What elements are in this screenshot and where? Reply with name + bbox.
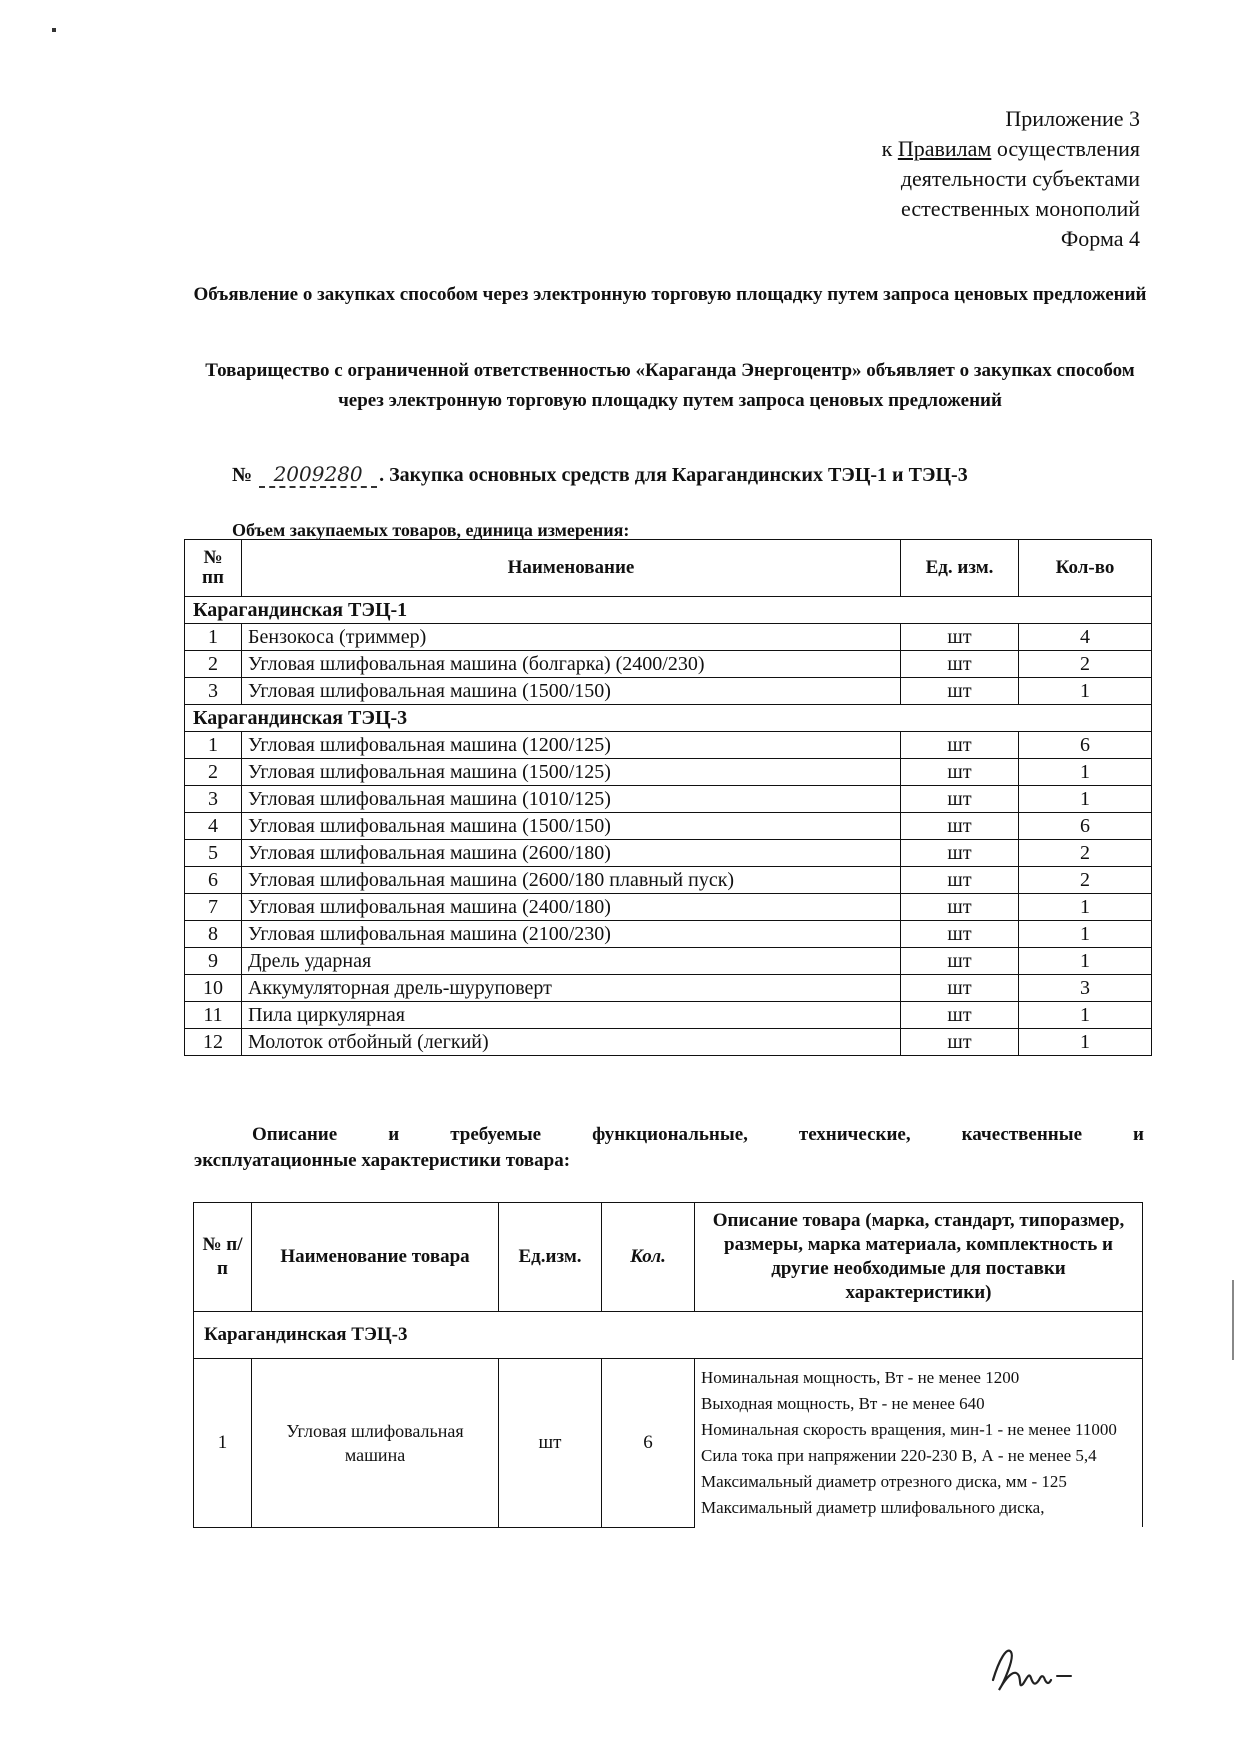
spec-line: Сила тока при напряжении 220-230 В, А - не менее 5,4: [701, 1446, 1097, 1465]
row-unit: шт: [901, 786, 1019, 813]
spec-line: Максимальный диаметр отрезного диска, мм - 125: [701, 1472, 1067, 1491]
row-qty: 1: [1019, 786, 1152, 813]
spec-line: Максимальный диаметр шлифовального диска,: [701, 1498, 1045, 1517]
caption-word: и: [388, 1124, 400, 1145]
scan-dot: [52, 28, 56, 32]
row-name: Угловая шлифовальная машина (2100/230): [242, 921, 901, 948]
caption-word: требуемые: [450, 1124, 542, 1145]
header-name: Наименование: [242, 540, 901, 597]
section-title: Карагандинская ТЭЦ-3: [185, 705, 1152, 732]
row-qty: 1: [1019, 1002, 1152, 1029]
row-qty: 2: [1019, 867, 1152, 894]
row-number: 8: [185, 921, 242, 948]
signature-mark: [985, 1640, 1075, 1700]
row-name: Дрель ударная: [242, 948, 901, 975]
spec-line: Номинальная мощность, Вт - не менее 1200: [701, 1368, 1020, 1387]
row-qty: 1: [1019, 948, 1152, 975]
rules-suffix: осуществления: [991, 136, 1140, 161]
table-row: [185, 813, 1152, 840]
row-number: 5: [185, 840, 242, 867]
appendix-line-2: деятельности субъектами: [900, 166, 1140, 191]
table-row: [185, 867, 1152, 894]
spec-item-row: [194, 1359, 1143, 1528]
row-qty: 1: [1019, 921, 1152, 948]
row-unit: шт: [901, 678, 1019, 705]
row-name: Угловая шлифовальная машина (2400/180): [242, 894, 901, 921]
row-number: 3: [185, 786, 242, 813]
row-unit: шт: [901, 732, 1019, 759]
row-name: Угловая шлифовальная машина (2600/180): [242, 840, 901, 867]
row-name: Угловая шлифовальная машина (2600/180 плавный пуск): [242, 867, 901, 894]
handwritten-lot-number: 2009280: [259, 462, 377, 488]
row-number: 3: [185, 678, 242, 705]
row-unit: шт: [901, 867, 1019, 894]
row-qty: 4: [1019, 624, 1152, 651]
row-name: Аккумуляторная дрель-шуруповерт: [242, 975, 901, 1002]
row-qty: 1: [1019, 1029, 1152, 1056]
appendix-line-1: Приложение 3: [1005, 106, 1140, 131]
spec-table: [193, 1202, 1143, 1528]
row-name: Угловая шлифовальная машина (1500/150): [242, 813, 901, 840]
table-row: [185, 624, 1152, 651]
row-unit: шт: [901, 1029, 1019, 1056]
spec-header-unit: Ед.изм.: [499, 1203, 602, 1312]
spec-item-qty: 6: [602, 1359, 695, 1528]
spec-header-name: Наименование товара: [252, 1203, 499, 1312]
row-name: Бензокоса (триммер): [242, 624, 901, 651]
spec-item-unit: шт: [499, 1359, 602, 1528]
row-number: 9: [185, 948, 242, 975]
spec-item-num: 1: [194, 1359, 252, 1528]
caption-word: и: [1133, 1124, 1144, 1145]
row-qty: 6: [1019, 813, 1152, 840]
table-row: [185, 651, 1152, 678]
row-name: Угловая шлифовальная машина (1500/150): [242, 678, 901, 705]
lot-heading: [232, 462, 968, 488]
caption-word: функциональные,: [592, 1124, 748, 1145]
row-qty: 2: [1019, 840, 1152, 867]
row-number: 10: [185, 975, 242, 1002]
row-name: Пила циркулярная: [242, 1002, 901, 1029]
row-qty: 6: [1019, 732, 1152, 759]
row-unit: шт: [901, 921, 1019, 948]
rules-prefix: к: [881, 136, 898, 161]
row-unit: шт: [901, 894, 1019, 921]
table-row: [185, 678, 1152, 705]
volume-table-body: [185, 597, 1152, 1056]
row-number: 1: [185, 624, 242, 651]
row-name: Молоток отбойный (легкий): [242, 1029, 901, 1056]
caption-word: технические,: [798, 1124, 911, 1145]
row-qty: 1: [1019, 678, 1152, 705]
spec-line: Выходная мощность, Вт - не менее 640: [701, 1394, 985, 1413]
row-name: Угловая шлифовальная машина (1200/125): [242, 732, 901, 759]
header-num: № пп: [185, 540, 242, 597]
appendix-header: [882, 104, 1140, 254]
spec-section-title: Карагандинская ТЭЦ-3: [194, 1312, 1143, 1359]
table-row: [185, 840, 1152, 867]
row-unit: шт: [901, 975, 1019, 1002]
table-row: [185, 975, 1152, 1002]
row-unit: шт: [901, 813, 1019, 840]
caption-word: Описание: [252, 1124, 338, 1145]
table-row: [185, 921, 1152, 948]
organizer-statement: Товарищество с ограниченной ответственностью «Караганда Энергоцентр» объявляет о закупках способом через электронную торговую площадку путем запроса ценовых предложений: [205, 360, 1135, 411]
row-unit: шт: [901, 840, 1019, 867]
row-name: Угловая шлифовальная машина (1010/125): [242, 786, 901, 813]
row-number: 11: [185, 1002, 242, 1029]
row-qty: 1: [1019, 759, 1152, 786]
spec-header-qty: Кол.: [602, 1203, 695, 1312]
section-title: Карагандинская ТЭЦ-1: [185, 597, 1152, 624]
spec-table-header: [194, 1203, 1143, 1312]
volume-table: [184, 539, 1152, 1056]
volume-caption: Объем закупаемых товаров, единица измерения:: [232, 520, 630, 540]
rules-link[interactable]: Правилам: [897, 136, 992, 161]
form-number: Форма 4: [1060, 226, 1140, 251]
header-unit: Ед. изм.: [901, 540, 1019, 597]
spec-line: Номинальная скорость вращения, мин-1 - не менее 11000: [701, 1420, 1117, 1439]
spec-item-characteristics: [695, 1359, 1143, 1528]
announcement-title: Объявление о закупках способом через электронную торговую площадку путем запроса ценовых предложений: [193, 284, 1147, 305]
volume-table-header: [185, 540, 1152, 597]
row-qty: 3: [1019, 975, 1152, 1002]
table-row: [185, 759, 1152, 786]
table-row: [185, 894, 1152, 921]
row-number: 6: [185, 867, 242, 894]
spec-section-row: [194, 1312, 1143, 1359]
description-caption-line-1: [194, 1122, 1144, 1148]
table-row: [185, 786, 1152, 813]
row-qty: 1: [1019, 894, 1152, 921]
spec-header-num: № п/п: [194, 1203, 252, 1312]
row-number: 12: [185, 1029, 242, 1056]
spec-header-description: Описание товара (марка, стандарт, типоразмер, размеры, марка материала, комплектность и другие необходимые для поставки характеристики): [695, 1203, 1143, 1312]
header-qty: Кол-во: [1019, 540, 1152, 597]
scan-edge-line: [1232, 1280, 1234, 1360]
description-caption-line-2: эксплуатационные характеристики товара:: [194, 1150, 571, 1171]
table-row: [185, 1002, 1152, 1029]
appendix-line-3: естественных монополий: [901, 196, 1140, 221]
description-caption: [194, 1122, 1144, 1174]
spec-item-name: Угловая шлифовальная машина: [252, 1359, 499, 1528]
row-unit: шт: [901, 948, 1019, 975]
row-number: 7: [185, 894, 242, 921]
lot-number-prefix: №: [232, 464, 253, 486]
row-number: 4: [185, 813, 242, 840]
row-unit: шт: [901, 624, 1019, 651]
caption-word: качественные: [961, 1124, 1083, 1145]
section-row: [185, 705, 1152, 732]
appendix-rules-line: [882, 134, 1140, 164]
row-unit: шт: [901, 1002, 1019, 1029]
table-row: [185, 948, 1152, 975]
row-number: 2: [185, 759, 242, 786]
section-row: [185, 597, 1152, 624]
row-qty: 2: [1019, 651, 1152, 678]
lot-title: . Закупка основных средств для Карагандинских ТЭЦ-1 и ТЭЦ-3: [379, 464, 968, 486]
table-row: [185, 1029, 1152, 1056]
row-number: 1: [185, 732, 242, 759]
row-name: Угловая шлифовальная машина (болгарка) (2400/230): [242, 651, 901, 678]
row-unit: шт: [901, 651, 1019, 678]
row-unit: шт: [901, 759, 1019, 786]
row-name: Угловая шлифовальная машина (1500/125): [242, 759, 901, 786]
table-row: [185, 732, 1152, 759]
row-number: 2: [185, 651, 242, 678]
